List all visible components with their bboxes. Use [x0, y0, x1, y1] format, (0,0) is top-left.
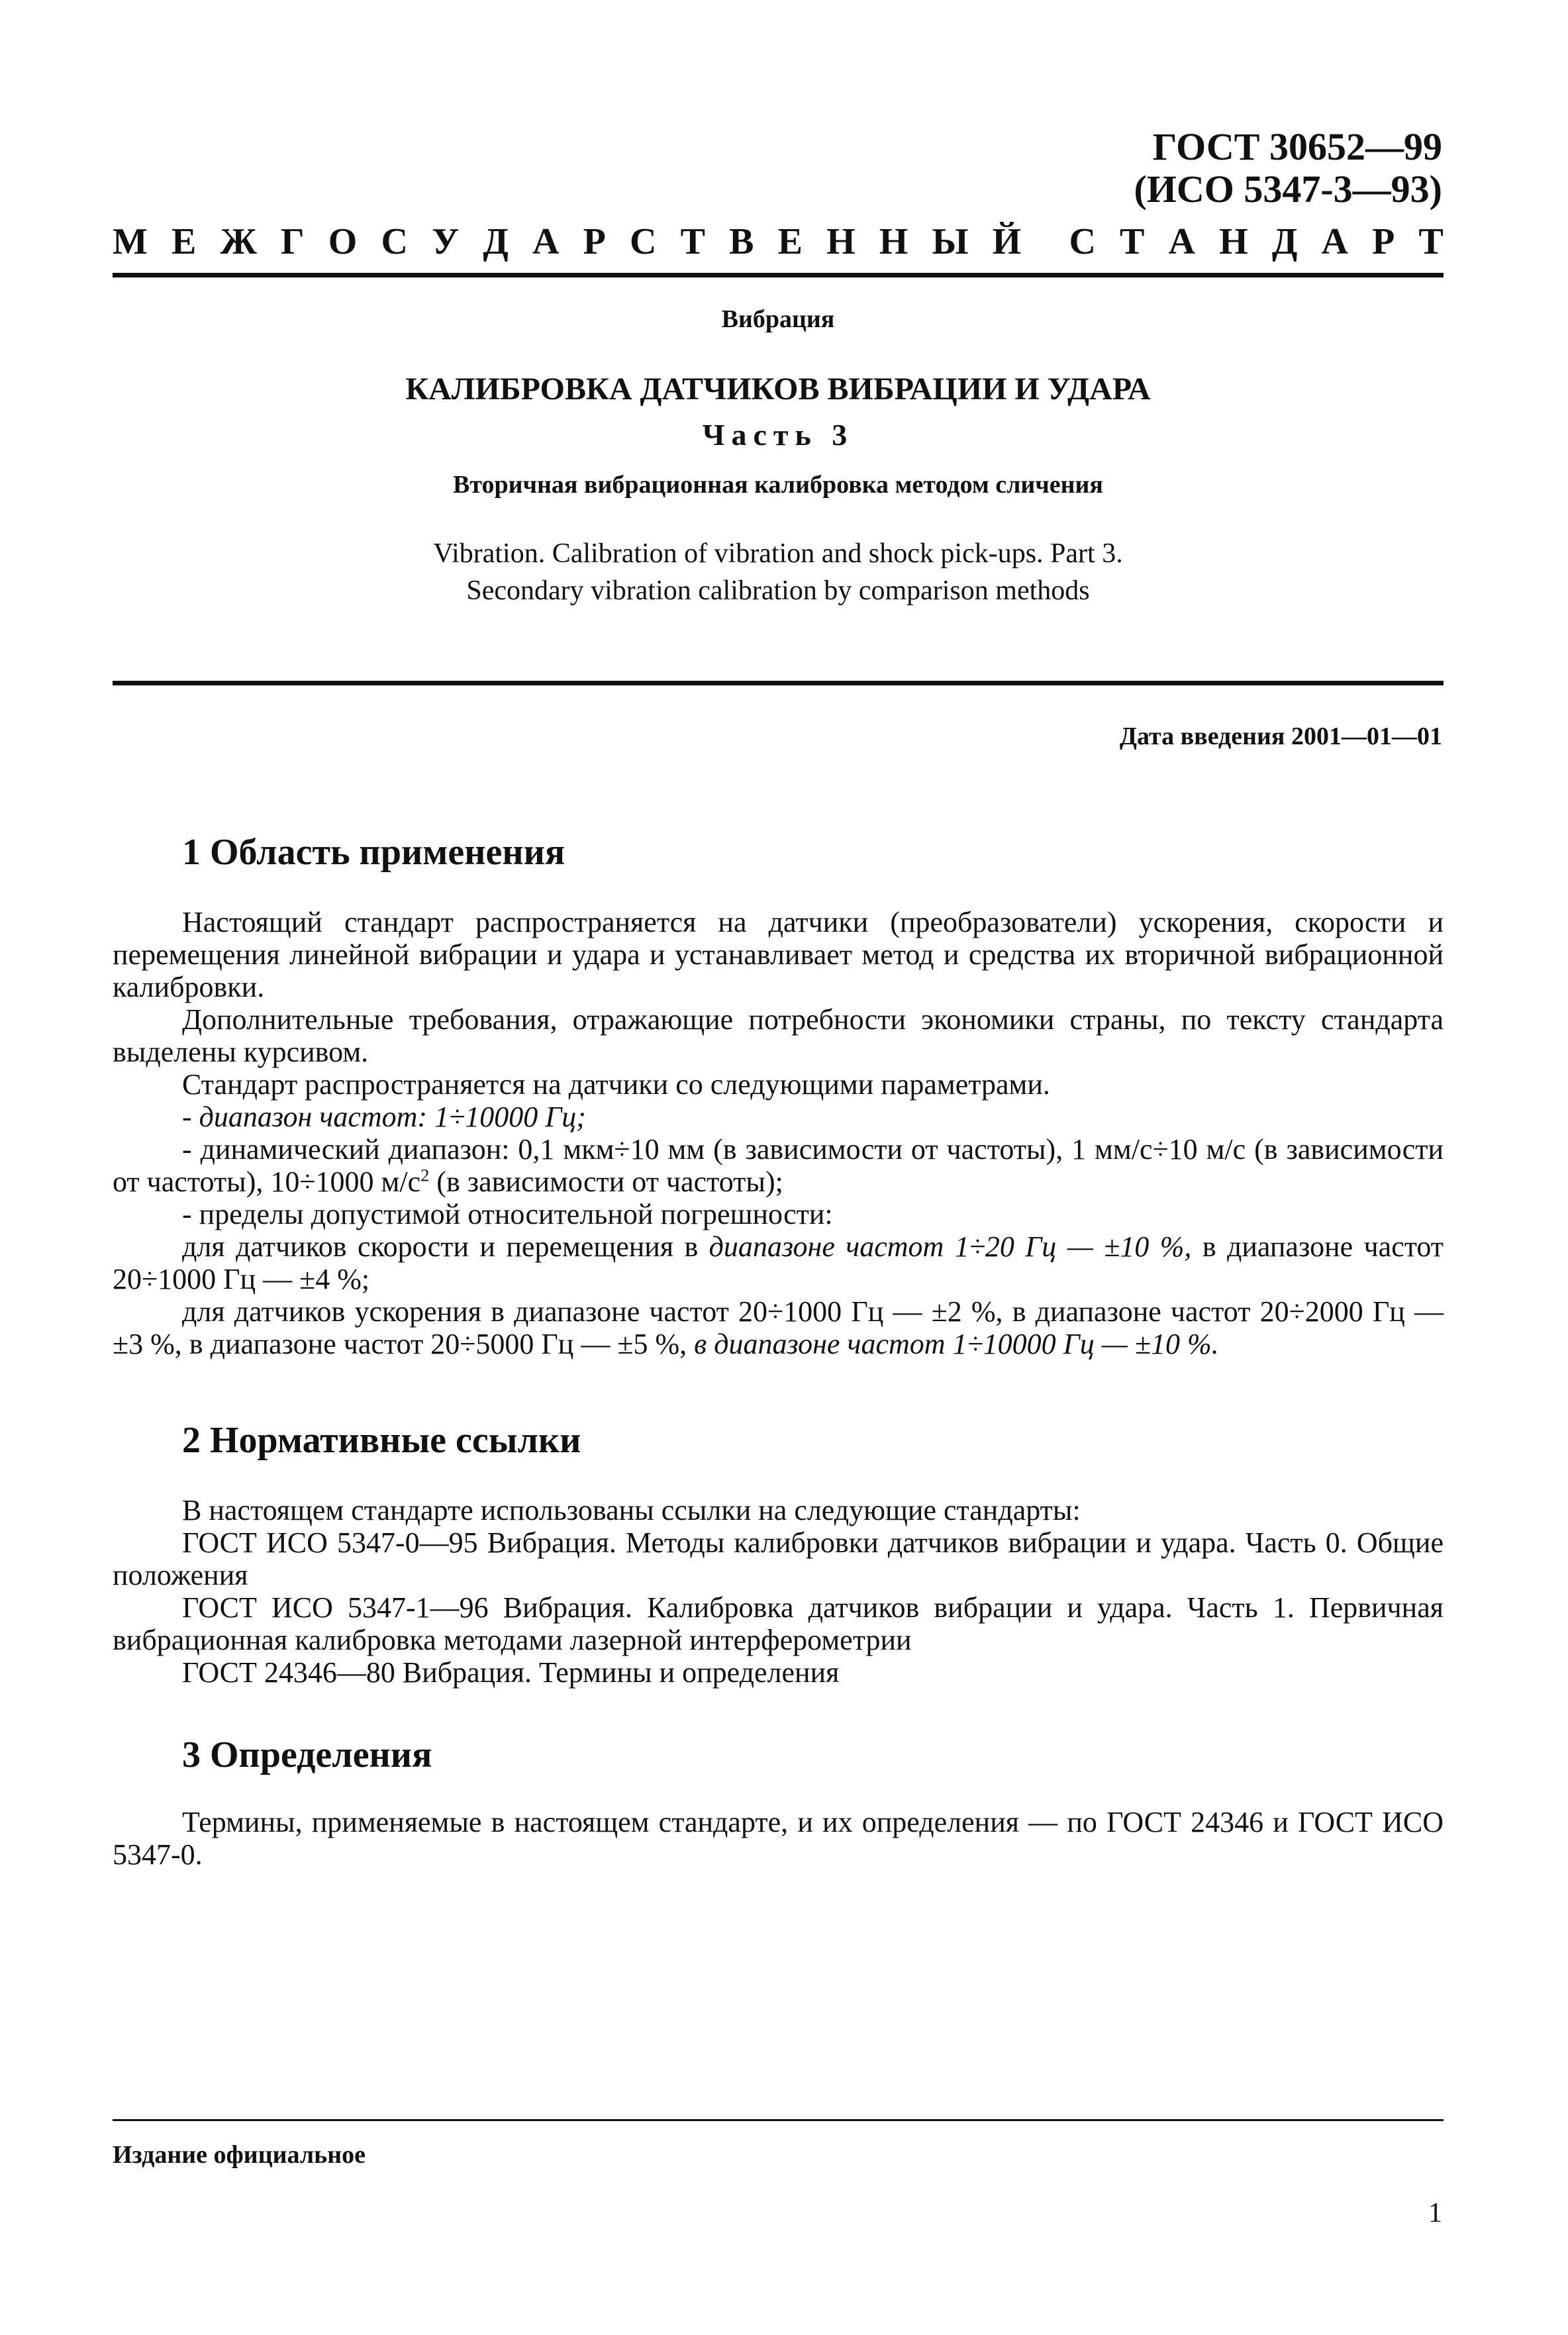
banner-letter: М: [113, 221, 148, 262]
reference-item: ГОСТ 24346—80 Вибрация. Термины и определения: [182, 1656, 840, 1689]
part-label: Часть 3: [702, 418, 854, 452]
banner-letter: С: [381, 221, 408, 262]
subject-heading: Вибрация: [721, 305, 835, 333]
document-subtitle: Вторичная вибрационная калибровка методом сличения: [453, 471, 1103, 499]
banner-letter: Д: [1271, 221, 1298, 262]
banner-letter: Е: [172, 221, 197, 262]
dynamic-range-item: [113, 1133, 1444, 1198]
page-number: 1: [1428, 2198, 1442, 2228]
banner-letter: Н: [879, 221, 908, 262]
banner-letter: С: [1069, 221, 1096, 262]
velocity-sensor-limits: [113, 1230, 1444, 1295]
paragraph: Дополнительные требования, отражающие потребности экономики страны, по тексту стандарта выделены курсивом.: [113, 1003, 1444, 1068]
banner-letter: Ж: [220, 221, 257, 262]
text-run: в диапазоне частот 20÷1000 Гц — ±4 %;: [113, 1230, 1444, 1295]
list-dash: -: [182, 1101, 199, 1133]
standard-type-banner: [113, 219, 1444, 265]
banner-letter: Е: [777, 221, 803, 262]
italic-text: диапазоне частот 1÷20 Гц — ±10 %,: [709, 1230, 1192, 1263]
paragraph: В настоящем стандарте использованы ссылки на следующие стандарты:: [182, 1494, 1081, 1526]
banner-letter: Й: [992, 221, 1022, 262]
footer-rule: [113, 2119, 1444, 2121]
gost-number: ГОСТ 30652—99: [1152, 125, 1442, 168]
italic-text: диапазон частот: 1÷10000 Гц;: [199, 1101, 586, 1133]
iso-reference: (ИСО 5347-3—93): [1134, 168, 1442, 211]
banner-letter: Д: [483, 221, 509, 262]
paragraph: Стандарт распространяется на датчики со следующими параметрами.: [182, 1068, 1050, 1101]
banner-letter: А: [1321, 221, 1348, 262]
text-run: для датчиков скорости и перемещения в: [182, 1230, 709, 1263]
banner-letter: А: [1168, 221, 1195, 262]
frequency-range-item: [113, 1101, 1444, 1133]
english-title-line: Secondary vibration calibration by comparison methods: [466, 575, 1090, 606]
banner-letter: О: [328, 221, 358, 262]
text-run: - динамический диапазон: 0,1 мкм÷10 мм (в зависимости от частоты), 1 мм/с÷10 м/с (в зависимости от частоты), 10÷1000 м/с: [113, 1133, 1444, 1198]
paragraph: Термины, применяемые в настоящем стандарте, и их определения — по ГОСТ 24346 и ГОСТ ИСО 5347-0.: [113, 1806, 1444, 1871]
document-title: КАЛИБРОВКА ДАТЧИКОВ ВИБРАЦИИ И УДАРА: [405, 372, 1151, 407]
section-1-body: [113, 906, 1444, 1360]
title-rule: [113, 681, 1444, 685]
italic-text: в диапазоне частот 1÷10000 Гц — ±10 %.: [694, 1328, 1219, 1360]
banner-letter: Ы: [932, 221, 969, 262]
banner-letter: Т: [1120, 221, 1145, 262]
section-2-heading: 2 Нормативные ссылки: [182, 1420, 581, 1461]
acceleration-sensor-limits: [113, 1295, 1444, 1360]
reference-item: ГОСТ ИСО 5347-0—95 Вибрация. Методы калибровки датчиков вибрации и удара. Часть 0. Общие положения: [113, 1526, 1444, 1591]
banner-letter: Т: [1418, 221, 1444, 262]
section-1-heading: 1 Область применения: [182, 832, 565, 873]
english-title: [113, 535, 1444, 609]
section-3-heading: 3 Определения: [182, 1734, 432, 1775]
superscript: 2: [420, 1165, 430, 1185]
english-title-line: Vibration. Calibration of vibration and shock pick-ups. Part 3.: [433, 538, 1123, 569]
banner-letter: Т: [680, 221, 705, 262]
banner-letter: А: [532, 221, 560, 262]
section-2-body: [113, 1494, 1444, 1689]
text-run: для датчиков ускорения в диапазоне частот 20÷1000 Гц — ±2 %, в диапазоне частот 20÷2000 Гц — ±3 %, в диапазоне частот 20÷5000 Гц — ±5 %,: [113, 1295, 1444, 1360]
banner-letter: В: [729, 221, 754, 262]
banner-letter: Р: [583, 221, 606, 262]
banner-letter: Г: [281, 221, 305, 262]
banner-letter: С: [629, 221, 657, 262]
paragraph: Настоящий стандарт распространяется на датчики (преобразователи) ускорения, скорости и перемещения линейной вибрации и удара и устанавливает метод и средства их вторичной вибрационной калибровки.: [113, 906, 1444, 1003]
banner-letter: Р: [1372, 221, 1395, 262]
standard-designation: [1134, 126, 1442, 211]
error-limits-item: - пределы допустимой относительной погрешности:: [182, 1198, 833, 1230]
banner-letter: Н: [826, 221, 856, 262]
section-3-body: [113, 1806, 1444, 1871]
header-rule: [113, 273, 1444, 277]
banner-letter: У: [432, 221, 460, 262]
reference-item: ГОСТ ИСО 5347-1—96 Вибрация. Калибровка датчиков вибрации и удара. Часть 1. Первичная вибрационная калибровка методами лазерной интерферометрии: [113, 1591, 1444, 1656]
banner-letter: Н: [1219, 221, 1248, 262]
official-edition-label: Издание официальное: [113, 2141, 366, 2169]
introduction-date: Дата введения 2001—01—01: [1119, 722, 1442, 750]
text-run: (в зависимости от частоты);: [429, 1166, 783, 1198]
